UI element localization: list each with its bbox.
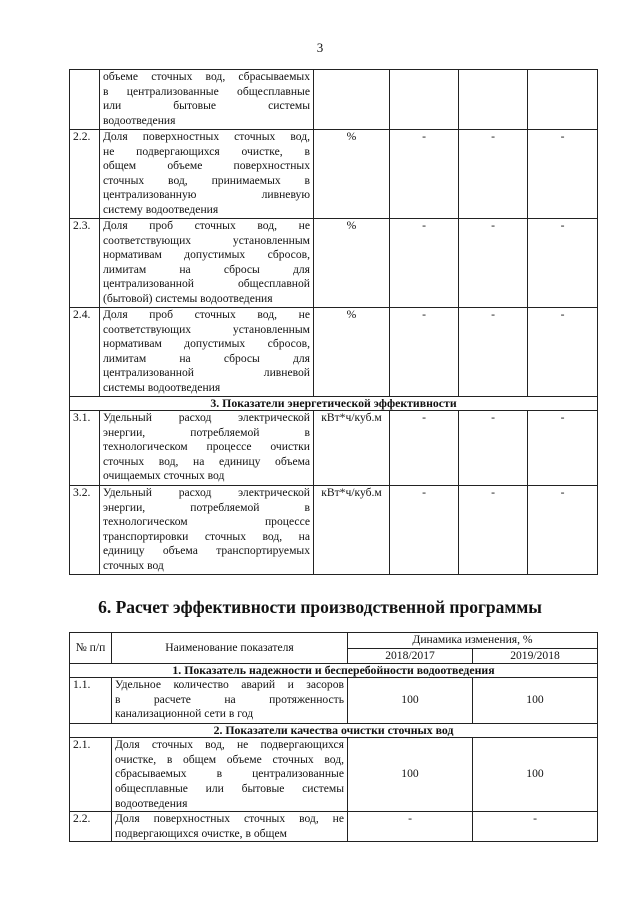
header-year-1: 2018/2017 (348, 648, 473, 664)
indicator-line: очищаемых сточных вод (103, 469, 225, 483)
unit-cell (314, 70, 390, 130)
table-row (70, 308, 598, 397)
section-row (70, 664, 598, 678)
value-cell: - (390, 411, 459, 486)
indicator-name (112, 738, 348, 812)
section-heading: 6. Расчет эффективности производственной программы (98, 597, 542, 617)
indicator-line: сточных вод, принимаемых в (103, 173, 310, 187)
table-row (70, 738, 598, 812)
indicator-line: единицу объема транспортируемых (103, 544, 310, 558)
value-cell (528, 70, 598, 130)
indicator-line: Доля поверхностных сточных вод, (103, 130, 310, 143)
value-cell: - (459, 411, 528, 486)
value-cell: - (348, 812, 473, 842)
indicator-name (100, 308, 314, 397)
value-cell: 100 (348, 678, 473, 724)
page-number: 3 (316, 40, 324, 55)
section-title: 3. Показатели энергетической эффективности (70, 397, 598, 411)
section-row (70, 724, 598, 738)
unit-cell: % (314, 130, 390, 219)
unit-cell: % (314, 219, 390, 308)
indicator-line: энергии, потребляемой в (103, 425, 310, 439)
indicator-name (100, 411, 314, 486)
indicator-line: Доля поверхностных сточных вод, не (115, 812, 344, 826)
indicator-line: водоотведения (103, 113, 176, 127)
indicator-line: (бытовой) системы водоотведения (103, 291, 273, 305)
value-cell: - (528, 486, 598, 575)
row-number (70, 70, 100, 130)
unit-cell: кВт*ч/куб.м (314, 486, 390, 575)
indicator-line: объеме сточных вод, сбрасываемых (103, 70, 310, 83)
value-cell: - (459, 219, 528, 308)
header-dynamics: Динамика изменения, % (348, 633, 598, 649)
table-row (70, 219, 598, 308)
indicator-name (100, 486, 314, 575)
section-row (70, 397, 598, 411)
table-row (70, 812, 598, 842)
section-title: 2. Показатели качества очистки сточных вод (70, 724, 598, 738)
header-num: № п/п (70, 633, 112, 664)
table-row (70, 411, 598, 486)
row-number: 2.2. (70, 130, 100, 219)
value-cell: - (473, 812, 598, 842)
indicator-line: лимитам на сбросы для (103, 262, 310, 276)
indicator-line: сбрасываемых в централизованные (115, 767, 344, 781)
indicator-line: систему водоотведения (103, 202, 219, 216)
indicator-line: не подвергающихся очистке, в (103, 144, 310, 158)
row-number: 2.1. (70, 738, 112, 812)
value-cell: 100 (473, 678, 598, 724)
table-row (70, 486, 598, 575)
value-cell: 100 (348, 738, 473, 812)
indicator-line: очистке, в общем объеме сточных вод, (115, 752, 344, 766)
value-cell: - (390, 219, 459, 308)
indicator-name (100, 70, 314, 130)
indicator-line: сточных вод, на единицу объема (103, 454, 310, 468)
value-cell: - (459, 486, 528, 575)
value-cell: - (390, 130, 459, 219)
indicator-name (112, 812, 348, 842)
indicators-table (69, 69, 598, 575)
unit-cell: % (314, 308, 390, 397)
indicator-line: соответствующих установленным (103, 322, 310, 336)
row-number: 1.1. (70, 678, 112, 724)
unit-cell: кВт*ч/куб.м (314, 411, 390, 486)
row-number: 3.1. (70, 411, 100, 486)
row-number: 2.3. (70, 219, 100, 308)
value-cell: - (459, 130, 528, 219)
indicator-line: системы водоотведения (103, 380, 221, 394)
indicator-line: Доля проб сточных вод, не (103, 308, 310, 321)
indicator-name (100, 130, 314, 219)
indicator-line: нормативам допустимых сбросов, (103, 248, 310, 262)
indicator-line: технологическом процессе (103, 515, 310, 529)
value-cell (390, 70, 459, 130)
indicator-line: в централизованные общесплавные (103, 84, 310, 98)
row-number: 2.2. (70, 812, 112, 842)
value-cell: - (528, 219, 598, 308)
indicator-line: канализационной сети в год (115, 707, 254, 721)
value-cell: - (528, 411, 598, 486)
indicator-line: Удельное количество аварий и засоров (115, 678, 344, 692)
header-name: Наименование показателя (112, 633, 348, 664)
indicator-line: общесплавные или бытовые системы (115, 781, 344, 795)
indicator-line: энергии, потребляемой в (103, 500, 310, 514)
section-title: 1. Показатель надежности и бесперебойности водоотведения (70, 664, 598, 678)
indicator-line: централизованной общесплавной (103, 277, 310, 291)
table-row (70, 130, 598, 219)
table-row (70, 70, 598, 130)
table-row (70, 678, 598, 724)
indicator-line: транспортировки сточных вод, на (103, 529, 310, 543)
indicator-line: технологическом процессе очистки (103, 440, 310, 454)
indicator-line: водоотведения (115, 796, 188, 810)
indicator-line: или бытовые системы (103, 99, 310, 113)
value-cell (459, 70, 528, 130)
indicator-line: централизованной ливневой (103, 366, 310, 380)
indicator-line: лимитам на сбросы для (103, 351, 310, 365)
indicator-name (100, 219, 314, 308)
value-cell: - (459, 308, 528, 397)
indicator-line: подвергающихся очистке, в общем (115, 826, 287, 840)
indicator-line: централизованную ливневую (103, 188, 310, 202)
efficiency-table (69, 632, 598, 842)
value-cell: 100 (473, 738, 598, 812)
indicator-name (112, 678, 348, 724)
value-cell: - (528, 130, 598, 219)
value-cell: - (390, 308, 459, 397)
indicator-line: общем объеме поверхностных (103, 159, 310, 173)
indicator-line: нормативам допустимых сбросов, (103, 337, 310, 351)
indicator-line: Доля сточных вод, не подвергающихся (115, 738, 344, 752)
indicator-line: Доля проб сточных вод, не (103, 219, 310, 232)
row-number: 3.2. (70, 486, 100, 575)
indicator-line: сточных вод (103, 558, 164, 572)
value-cell: - (528, 308, 598, 397)
indicator-line: в расчете на протяженность (115, 692, 344, 706)
row-number: 2.4. (70, 308, 100, 397)
value-cell: - (390, 486, 459, 575)
indicator-line: Удельный расход электрической (103, 486, 310, 499)
header-year-2: 2019/2018 (473, 648, 598, 664)
indicator-line: Удельный расход электрической (103, 411, 310, 424)
indicator-line: соответствующих установленным (103, 233, 310, 247)
